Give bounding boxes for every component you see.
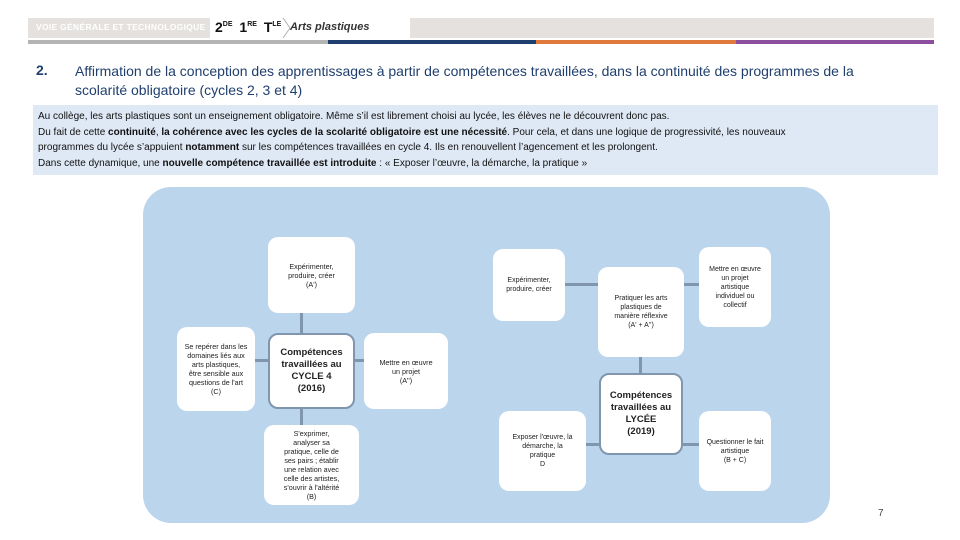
level-1re: 1RE bbox=[239, 19, 257, 35]
header-band bbox=[28, 18, 934, 38]
c4-box-experimenter: Expérimenter, produire, créer (A') bbox=[268, 237, 355, 313]
header-levels bbox=[215, 19, 281, 35]
color-bar-blue bbox=[328, 40, 536, 44]
c4-box-center: Compétences travaillées au CYCLE 4 (2016) bbox=[268, 333, 355, 409]
ly-box-questionner: Questionner le fait artistique (B + C) bbox=[699, 411, 771, 491]
header-voie: VOIE GÉNÉRALE ET TECHNOLOGIQUE bbox=[36, 22, 206, 32]
intro-textbox bbox=[33, 105, 938, 175]
connector bbox=[563, 283, 599, 286]
section-title: Affirmation de la conception des apprentissages à partir de compétences travaillées, dans la continuité des programmes de la scolarité obligatoire (cycles 2, 3 et 4) bbox=[75, 63, 854, 98]
c4-box-se-reperer: Se repérer dans les domaines liés aux arts plastiques, être sensible aux questions de l'art (C) bbox=[177, 327, 255, 411]
ly-box-exposer: Exposer l'œuvre, la démarche, la pratique D bbox=[499, 411, 586, 491]
page-number: 7 bbox=[878, 508, 884, 519]
intro-line-1: Au collège, les arts plastiques sont un enseignement obligatoire. Même s’il est librement choisi au lycée, les élèves ne le découvrent donc pas. bbox=[38, 111, 670, 122]
ly-box-mettre-en-oeuvre: Mettre en œuvre un projet artistique individuel ou collectif bbox=[699, 247, 771, 327]
intro-line-2: Du fait de cette continuité, la cohérence avec les cycles de la scolarité obligatoire est une nécessité. Pour cela, et dans une logique de progressivité, les nouveaux bbox=[38, 126, 786, 138]
color-bar-orange bbox=[536, 40, 736, 44]
connector bbox=[300, 407, 303, 427]
ly-box-pratiquer: Pratiquer les arts plastiques de manière réflexive (A' + A'') bbox=[598, 267, 684, 357]
header-subject: Arts plastiques bbox=[290, 21, 370, 33]
connector bbox=[586, 443, 600, 446]
section-number: 2. bbox=[36, 62, 48, 78]
competences-diagram bbox=[143, 187, 830, 523]
color-bar-purple bbox=[736, 40, 934, 44]
ly-box-experimenter: Expérimenter, produire, créer bbox=[493, 249, 565, 321]
connector bbox=[682, 443, 700, 446]
level-tle: $T^{LE}$ bbox=[263, 19, 282, 35]
connector bbox=[639, 355, 642, 374]
connector bbox=[300, 313, 303, 333]
connector bbox=[683, 283, 699, 286]
intro-line-4: Dans cette dynamique, une nouvelle compétence travaillée est introduite : « Exposer l’œuvre, la démarche, la pratique » bbox=[38, 157, 588, 169]
ly-box-center: Compétences travaillées au LYCÉE (2019) bbox=[599, 373, 683, 455]
c4-box-mettre-en-oeuvre: Mettre en œuvre un projet (A'') bbox=[364, 333, 448, 409]
c4-box-s-exprimer: S'exprimer, analyser sa pratique, celle de ses pairs ; établir une relation avec celle des artistes, s'ouvrir à l'altérité (B) bbox=[264, 425, 359, 505]
level-2de: 2DE bbox=[215, 19, 233, 35]
intro-line-3: programmes du lycée s’appuient notamment sur les compétences travaillées en cycle 4. Ils en renouvellent l’agencement et les prolongent. bbox=[38, 142, 658, 153]
color-bar-gray bbox=[28, 40, 328, 44]
